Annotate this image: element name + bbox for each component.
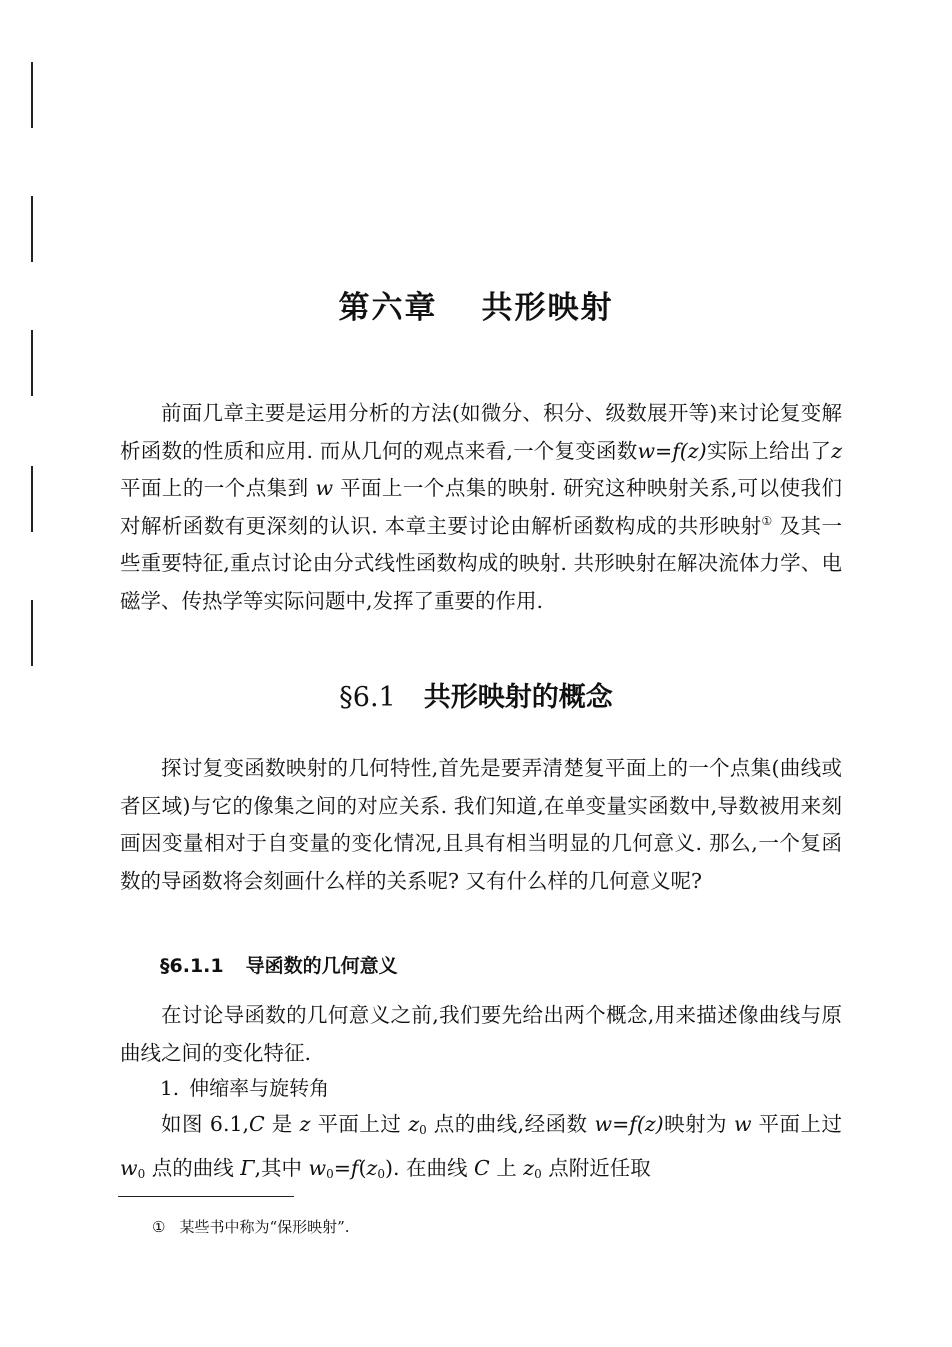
subsection-name: 导函数的几何意义 [245, 955, 398, 977]
item-number: 1. [160, 1076, 180, 1100]
math-w: w [594, 1112, 613, 1136]
math-w: w [315, 476, 334, 500]
intro-text: 实际上给出了 [706, 438, 832, 463]
text: 映射为 [663, 1112, 735, 1136]
math-z0: z [408, 1112, 420, 1136]
figure-paragraph [120, 1106, 842, 1193]
math-paren: ( [358, 1155, 367, 1180]
footnote-marker: ① [761, 513, 773, 528]
text: 如图 6.1, [161, 1112, 250, 1136]
scan-mark [31, 62, 33, 128]
math-w0: w [120, 1155, 138, 1180]
text: 点的曲线 [145, 1155, 241, 1180]
intro-paragraph [120, 395, 842, 620]
math-sub: 0 [326, 1166, 334, 1181]
math-C: C [249, 1112, 265, 1136]
subsection-paragraph: 在讨论导函数的几何意义之前,我们要先给出两个概念,用来描述像曲线与原曲线之间的变化特征. [120, 1003, 842, 1065]
chapter-label: 第六章 [338, 290, 438, 326]
math-gamma: Γ [240, 1155, 255, 1180]
text: . 在曲线 [392, 1155, 475, 1180]
item-title: 伸缩率与旋转角 [189, 1076, 330, 1100]
section-title [0, 676, 952, 720]
item-heading [160, 1070, 329, 1106]
math-C: C [474, 1155, 490, 1180]
math-w0: w [308, 1155, 327, 1180]
math-z: z [299, 1112, 311, 1136]
text: ,其中 [254, 1155, 309, 1180]
intro-text: 平面上的一个点集到 [120, 476, 316, 500]
chapter-title [0, 283, 952, 333]
footnote-text: 某些书中称为“保形映射”. [179, 1218, 350, 1236]
math-w: w [637, 438, 656, 463]
text: 点的曲线,经函数 [426, 1112, 595, 1136]
footnote-marker: ① [152, 1218, 166, 1236]
math-eq: = [612, 1112, 630, 1136]
text: 上 [489, 1155, 524, 1180]
section-paragraph: 探讨复变函数映射的几何特性,首先是要弄清楚复平面上的一个点集(曲线或者区域)与它的像集之间的对应关系. 我们知道,在单变量实函数中,导数被用来刻画因变量相对于自变量的变化情况,且具有相当明显的几何意义. 那么,一个复函数的导函数将会刻画什么样的关系呢? 又有什么样的几何意义呢? [120, 756, 842, 893]
subsection-title [160, 948, 398, 984]
text: 平面上过 [310, 1112, 409, 1136]
math-sub: 0 [419, 1123, 427, 1137]
scan-mark [31, 330, 33, 396]
footnote-rule [118, 1196, 294, 1197]
math-sub: 0 [534, 1166, 542, 1181]
intro-text: 平面上一个点集的映射. 研究这种映射关系,可以使我们对解析函数有更深刻的认识. 本章主要讨论由解析函数构成的共形映射 [120, 476, 842, 538]
text: 点附近任取 [541, 1155, 651, 1180]
math-z0: z [366, 1155, 378, 1180]
chapter-name: 共形映射 [481, 290, 614, 326]
math-z-arg: (z) [679, 438, 707, 463]
math-eq: = [655, 438, 673, 463]
scan-mark [31, 466, 33, 532]
math-z-arg: (z) [636, 1112, 664, 1136]
math-z: z [831, 438, 842, 463]
math-eq: = [333, 1155, 351, 1180]
section-number: §6.1 [339, 682, 396, 713]
footnote [152, 1216, 350, 1238]
math-w: w [734, 1112, 752, 1136]
intro-text: 及其一些重要特征,重点讨论由分式线性函数构成的映射. 共形映射在解决流体力学、电磁学、传热学等实际问题中,发挥了重要的作用. [120, 513, 842, 613]
scan-mark [31, 600, 33, 666]
math-sub: 0 [377, 1166, 385, 1181]
math-f: f [672, 438, 680, 463]
scan-mark [31, 196, 33, 262]
text: 平面上过 [751, 1112, 842, 1136]
math-z0: z [523, 1155, 535, 1180]
math-sub: 0 [137, 1166, 146, 1181]
math-f: f [629, 1112, 637, 1136]
intro-text: 前面几章主要是运用分析的方法(如微分、积分、级数展开等)来讨论复变解析函数的性质和应用. 而从几何的观点来看,一个复变函数 [120, 401, 842, 463]
text: 是 [264, 1112, 300, 1136]
subsection-number: §6.1.1 [160, 955, 224, 977]
math-paren: ) [384, 1155, 393, 1180]
math-f: f [350, 1155, 359, 1180]
section-name: 共形映射的概念 [423, 682, 613, 713]
